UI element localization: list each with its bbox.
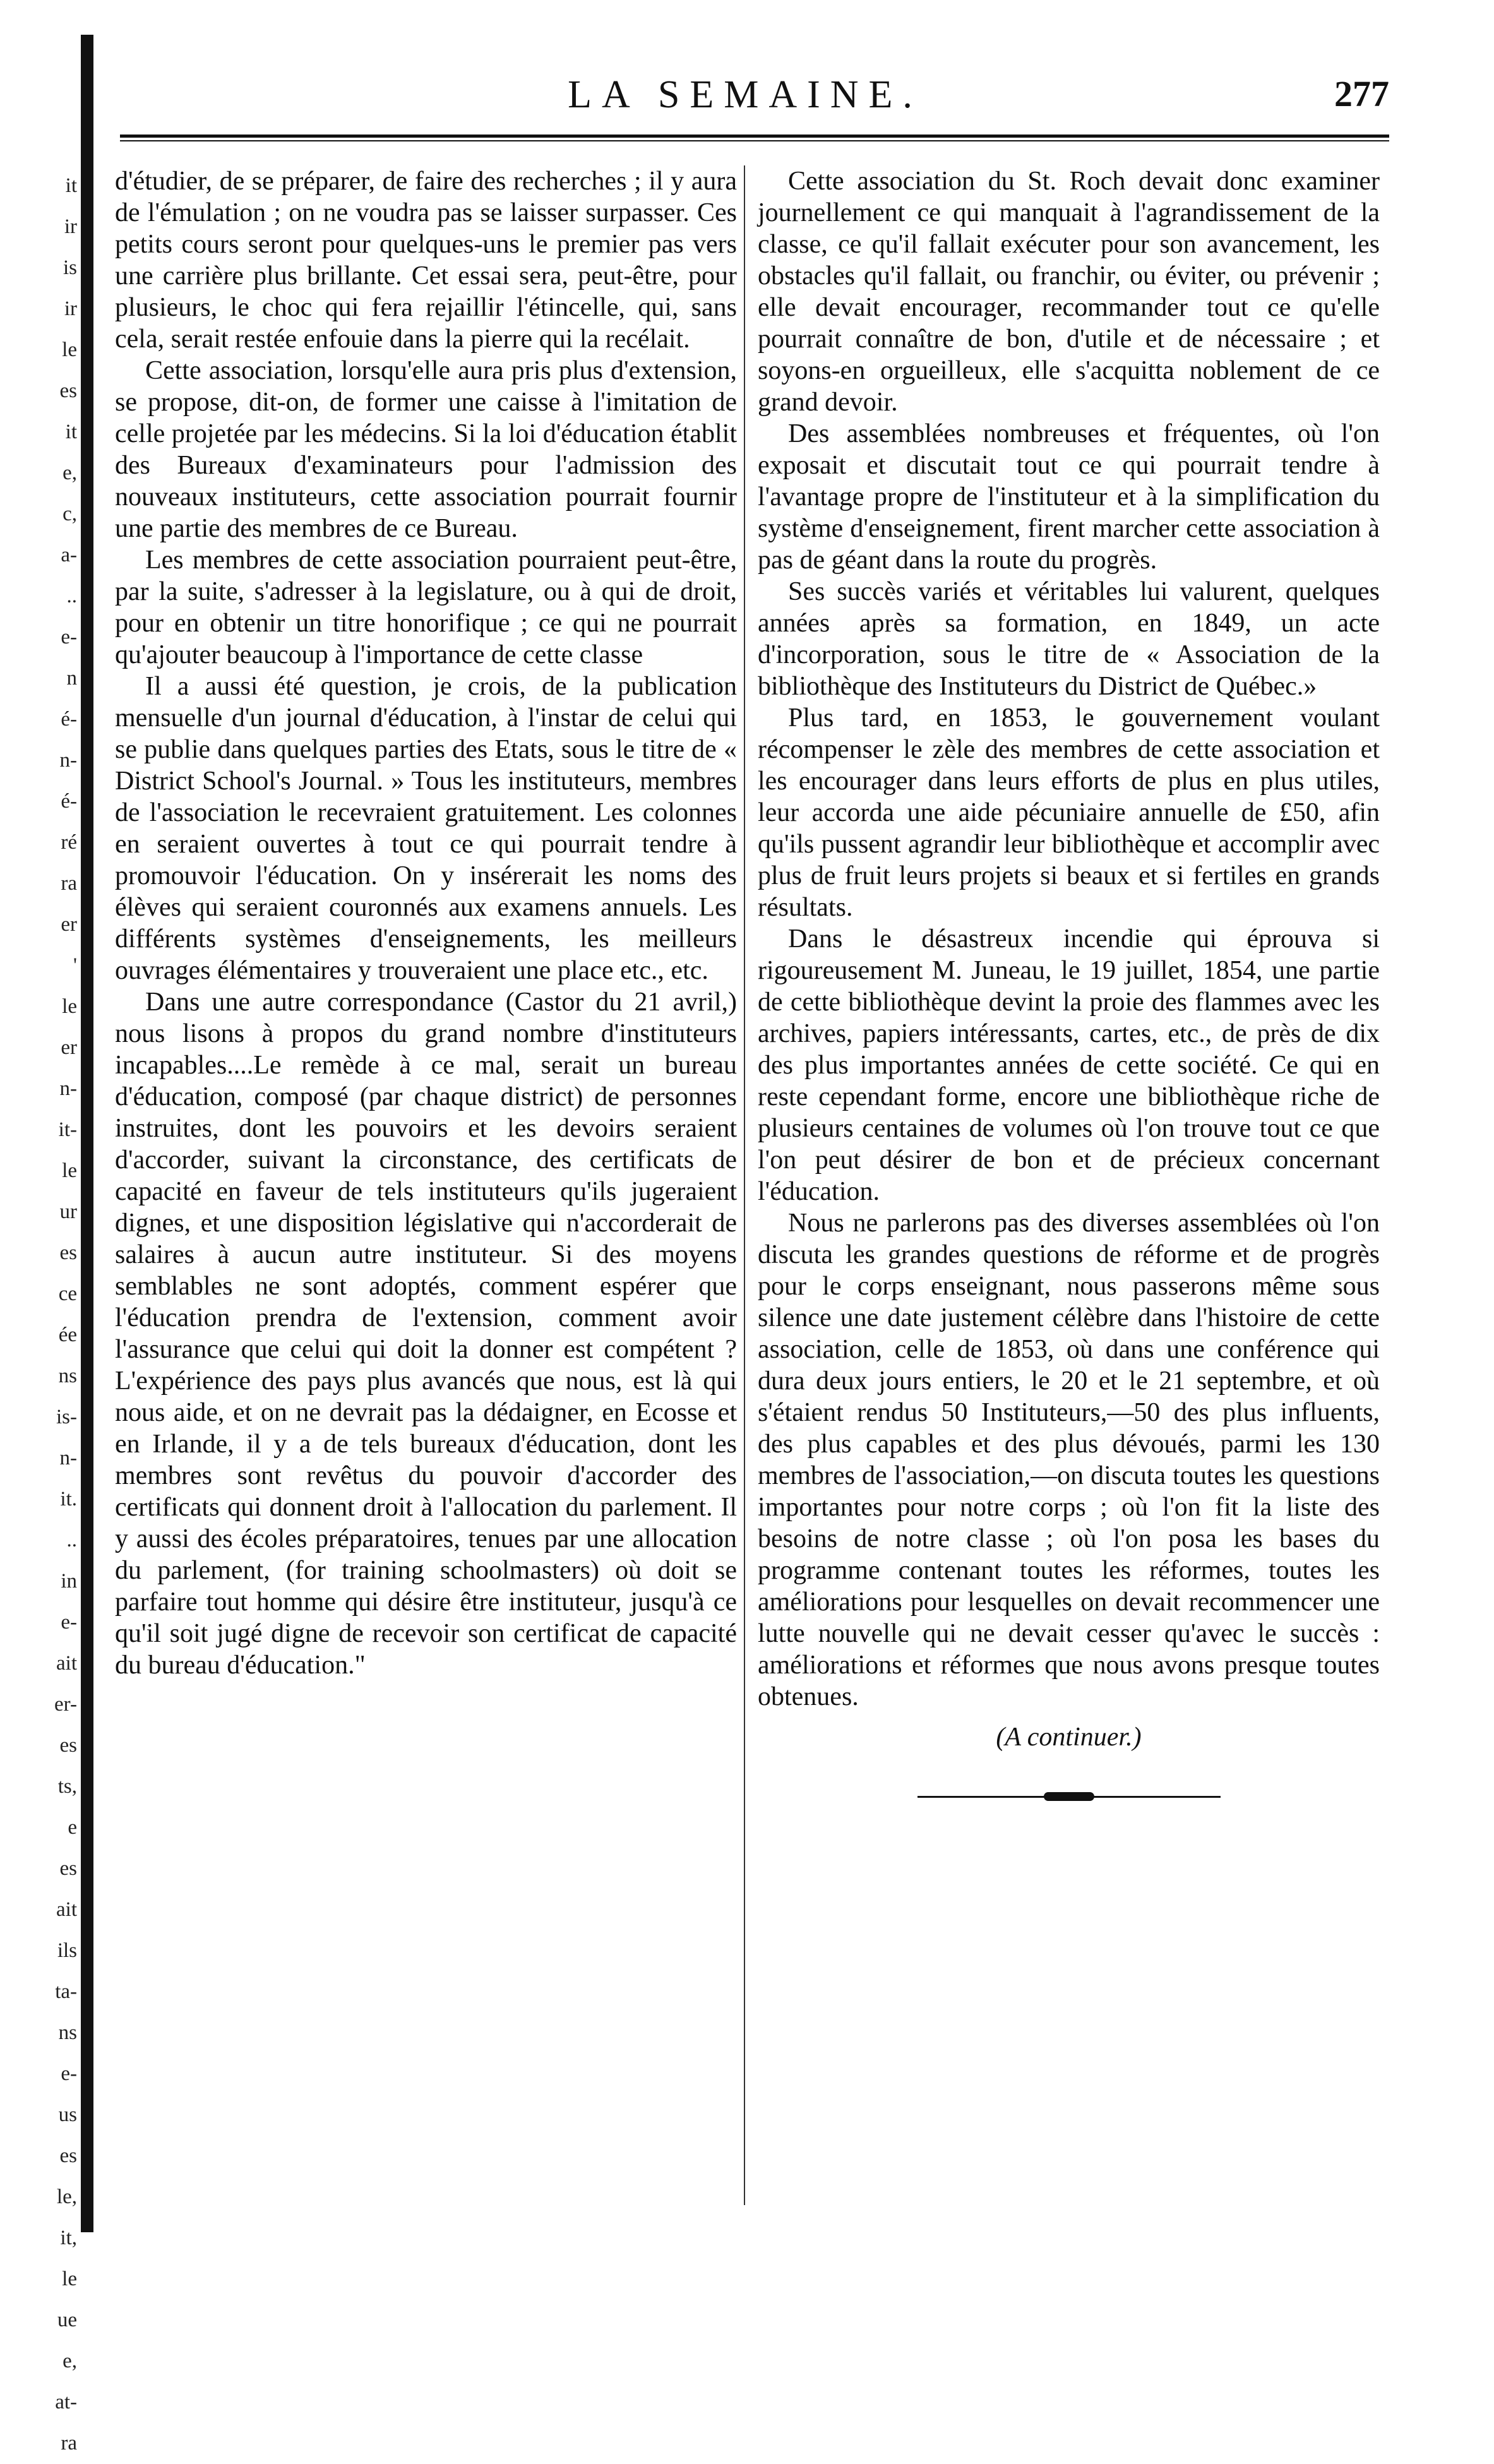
paragraph: Dans le désastreux incendie qui éprouva si rigoureusement M. Juneau, le 19 juillet, 1854, une partie de cette bibliothèque devint la proie des flammes avec les archives, papiers intéressants, cartes, etc., de près de dix des plus importantes années de cette société. Ce qui en reste cependant forme, encore une bibliothèque riche de plusieurs centaines de volumes où l'on trouve tout ce que l'on peut désirer de bon et de précieux concernant l'éducation.	[758, 924, 1380, 1206]
binding-spine	[81, 35, 93, 2232]
paragraph: Cette association du St. Roch devait donc examiner journellement ce qui manquait à l'agrandissement de la classe, ce qu'il fallait exécuter pour son avancement, les obstacles qu'il fallait, ou franchir, ou éviter, ou prévenir ; elle devait encourager, recommander tout ce qu'elle pourrait connaître de bon, d'utile et de nécessaire ; et soyons-en orgueilleux, elle s'acquitta noblement de ce grand devoir.	[758, 167, 1380, 417]
margin-fragment: ns	[58, 1365, 77, 1387]
margin-fragment: ra	[61, 2432, 77, 2455]
margin-fragment: le	[62, 338, 77, 361]
ornament-rule	[917, 1791, 1221, 1802]
margin-fragment: it.	[60, 1488, 77, 1510]
margin-fragment: er	[61, 913, 77, 936]
margin-fragment: n-	[59, 1077, 77, 1100]
margin-fragment: er-	[54, 1693, 77, 1716]
margin-fragment: le	[62, 1159, 77, 1182]
margin-fragment: es	[59, 1734, 77, 1757]
margin-fragment: e,	[63, 462, 77, 484]
margin-fragment: ré	[61, 831, 77, 854]
margin-fragment: is-	[56, 1406, 77, 1428]
margin-fragment: ir	[64, 297, 77, 320]
margin-fragment: at-	[55, 2391, 77, 2413]
adjacent-page-margin	[0, 165, 77, 2464]
margin-fragment: ir	[64, 215, 77, 238]
margin-fragment: '	[73, 954, 77, 977]
to-be-continued: (A continuer.)	[996, 1723, 1142, 1752]
paragraph: d'étudier, de se préparer, de faire des recherches ; il y aura de l'émulation ; on ne voudra pas se laisser surpasser. Ces petits cours seront pour quelques-uns le premier pas vers une carrière plus brillante. Cet essai sera, peut-être, pour plusieurs, le choc qui fera rejaillir l'étincelle, qui, sans cela, serait restée enfouie dans la pierre qui la recélait.	[115, 167, 737, 354]
paragraph: Des assemblées nombreuses et fréquentes, où l'on exposait et discutait tout ce qui pourrait tendre à l'avantage propre de l'instituteur et à la simplification du système d'enseignement, firent marcher cette association à pas de géant dans la route du progrès.	[758, 419, 1380, 575]
margin-fragment: is	[63, 256, 77, 279]
column-divider	[744, 165, 745, 2205]
margin-fragment: ts,	[57, 1775, 77, 1798]
margin-fragment: ait	[56, 1652, 77, 1675]
margin-fragment: é-	[61, 708, 77, 731]
margin-fragment: e-	[61, 2062, 77, 2085]
paragraph: Plus tard, en 1853, le gouvernement voulant récompenser le zèle des membres de cette association et les encourager dans leurs efforts de plus en plus utiles, leur accorda une aide pécuniaire annuelle de £50, afin qu'ils pussent agrandir leur bibliothèque et accomplir avec plus de fruit leurs projets si beaux et si fertiles en grands résultats.	[758, 703, 1380, 922]
page-header	[101, 73, 1389, 123]
paragraph: Les membres de cette association pourraient peut-être, par la suite, s'adresser à la legislature, ou à qui de droit, pour en obtenir un titre honorifique ; ce qui ne pourrait qu'ajouter beaucoup à l'importance de cette classe	[115, 546, 737, 669]
margin-fragment: e	[68, 1816, 77, 1839]
margin-fragment: it	[65, 174, 77, 197]
margin-fragment: e-	[61, 626, 77, 649]
margin-fragment: le,	[56, 2186, 77, 2208]
paragraph: Il a aussi été question, je crois, de la publication mensuelle d'un journal d'éducation, à l'instar de celui qui se publie dans quelques parties des Etats, sous le titre de « District School's Journal. » Tous les instituteurs, membres de l'association le recevraient gratuitement. Les colonnes en seraient ouvertes à tout ce qui pourrait tendre à promouvoir l'éducation. On y insérerait les noms des élèves qui seraient couronnés aux examens annuels. Les différents systèmes d'enseignements, les meilleurs ouvrages élémentaires y trouveraient une place etc., etc.	[115, 672, 737, 985]
margin-fragment: ils	[57, 1939, 77, 1962]
margin-fragment: n-	[59, 749, 77, 772]
margin-fragment: le	[62, 2268, 77, 2290]
paragraph: Dans une autre correspondance (Castor du 21 avril,) nous lisons à propos du grand nombre d'instituteurs incapables....Le remède à ce mal, serait un bureau d'éducation, composé (par chaque district) de personnes instruites, dont les pouvoirs et les devoirs seraient d'accorder, suivant la circonstance, des certificats de capacité en faveur de tels instituteurs qu'ils jugeraient dignes, et une disposition législative qui n'accorderait de salaires à aucun autre instituteur. Si des moyens semblables ne sont adoptés, comment espérer que l'éducation prendra de l'extension, comment avoir l'assurance que celui qui doit la donner est compétent ? L'expérience des pays plus avancés que nous, est là qui nous aide, et on ne devrait pas la dédaigner, en Ecosse et en Irlande, il y a de tels bureaux d'éducation, dont les membres sont revêtus du pouvoir d'accorder des certificats qui donnent droit à l'allocation du parlement. Il y aussi des écoles préparatoires, tenues par une allocation du parlement, (for training schoolmasters) où doit se parfaire tout homme qui désire être instituteur, jusqu'à ce qu'il soit jugé digne de recevoir son certificat de capacité du bureau d'éducation."	[115, 988, 737, 1680]
margin-fragment: ..	[66, 585, 77, 607]
right-column	[758, 165, 1380, 1802]
margin-fragment: ée	[58, 1324, 77, 1346]
margin-fragment: e-	[61, 1611, 77, 1634]
header-rule	[120, 135, 1389, 141]
page-number: 277	[1334, 73, 1389, 114]
margin-fragment: ce	[58, 1283, 77, 1305]
margin-fragment: es	[59, 1241, 77, 1264]
margin-fragment: es	[59, 1857, 77, 1880]
margin-fragment: ta-	[55, 1980, 77, 2003]
paragraph: Ses succès variés et véritables lui valurent, quelques années après sa formation, en 1849, un acte d'incorporation, sous le titre de « Association de la bibliothèque des Instituteurs du District de Québec.»	[758, 577, 1380, 701]
margin-fragment: ait	[56, 1898, 77, 1921]
margin-fragment: it	[65, 421, 77, 443]
margin-fragment: ra	[61, 872, 77, 895]
right-column-body	[758, 165, 1380, 1713]
margin-fragment: ue	[57, 2309, 77, 2331]
margin-fragment: ns	[58, 2021, 77, 2044]
paragraph: Nous ne parlerons pas des diverses assemblées où l'on discuta les grandes questions de réforme et de progrès pour le corps enseignant, nous passerons même sous silence une date justement célèbre dans l'histoire de cette association, celle de 1853, où dans une conférence qui dura deux jours entiers, le 20 et le 21 septembre, et où s'étaient rendus 50 Instituteurs,—50 des plus influents, des plus capables et des plus dévoués, parmi les 130 membres de l'association,—on discuta toutes les questions importantes pour notre corps ; où l'on fit la liste des besoins de notre classe ; où l'on posa les bases du programme contenant toutes les réformes, toutes les améliorations pour lesquelles on devait recommencer une lutte nouvelle qui ne devait cesser qu'avec le succès : améliorations et réformes que nous avons presque toutes obtenues.	[758, 1209, 1380, 1711]
margin-fragment: n-	[59, 1447, 77, 1469]
margin-fragment: e,	[63, 2350, 77, 2372]
running-title: LA SEMAINE.	[568, 73, 923, 116]
margin-fragment: ur	[59, 1200, 77, 1223]
margin-fragment: n	[66, 667, 77, 690]
margin-fragment: é-	[61, 790, 77, 813]
margin-fragment: ..	[66, 1529, 77, 1552]
margin-fragment: us	[58, 2103, 77, 2126]
margin-fragment: le	[62, 995, 77, 1018]
margin-fragment: er	[61, 1036, 77, 1059]
margin-fragment: in	[61, 1570, 77, 1593]
margin-fragment: es	[59, 2144, 77, 2167]
margin-fragment: c,	[63, 503, 77, 525]
margin-fragment: es	[59, 380, 77, 402]
paragraph: Cette association, lorsqu'elle aura pris plus d'extension, se propose, dit-on, de former une caisse à l'imitation de celle projetée par les médecins. Si la loi d'éducation établit des Bureaux d'examinateurs pour l'admission des nouveaux instituteurs, cette association pourrait fournir une partie des membres de ce Bureau.	[115, 356, 737, 543]
margin-fragment: a-	[61, 544, 77, 566]
margin-fragment: it-	[58, 1118, 77, 1141]
left-column	[115, 165, 737, 1681]
margin-fragment: it,	[60, 2227, 77, 2249]
